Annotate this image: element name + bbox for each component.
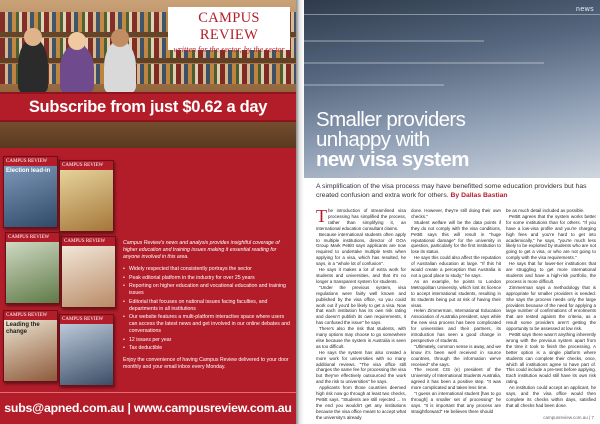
student-figure [104,40,136,94]
article-page [304,0,600,424]
magazine-cover: CAMPUS REVIEW Election lead-in [3,156,58,228]
page-gutter [296,0,304,424]
paragraph: "Ultimately, common sense is away, and we know it's been well received in source countries, through the information we've received" she says. [411,343,501,367]
benefit-item: • Editorial that focuses on national issues facing faculties, and departments in all institutions [123,299,291,313]
byline-name: Dallas Bastian [461,192,508,199]
benefit-list [123,266,291,352]
paragraph: he introduction of streamlined visa processing has simplified the process, rather than simplifying it, an international education consultant claims. [316,208,406,231]
paragraph: "I guess an international student [has to go through] a smaller set of processing" he says. "It is important that any process are straightforward" He believes there should [411,391,501,414]
subscribe-banner: Subscribe from just $0.62 a day [0,92,296,122]
masthead-logo [168,7,290,54]
benefit-item: • Widely respected that consistently portrays the sector [123,266,291,273]
paragraph: Zimmerman says a methodology that is appropriate for smaller providers is needed. She says the process needs only the large providers because of the need for applying a large number of confirmations of enrolments that are tested against the criteria, as a result some providers aren't getting the opportunity to be assessed at low risk. [506,284,596,332]
article-column [316,206,406,420]
section-rule [304,14,600,15]
student-figure [18,38,48,94]
magazine-cover: CAMPUS REVIEW [59,314,114,386]
masthead-tagline: written for the sector, by the sector [173,45,285,54]
benefit-item: • Tax deductible [123,345,291,352]
standfirst [316,182,594,200]
student-head [68,32,86,50]
paragraph: An institution could accept an applicant, he says, and the visa office would then complete its checks within days, satisfied that all checks had been done. [506,385,596,408]
advert-body [0,148,296,392]
advert-copy [123,240,291,376]
magazine-covers [3,156,118,388]
page-footer: campusreview.com.au | 7 [543,415,594,420]
subscription-advert [0,0,296,424]
paragraph: done. However, they're still doing their own checks." [411,208,501,219]
paragraph: He says the system has also created a more work for universities with so many additional reviews. "The visa office still charges the same fee for processing the visa but they've effectively outsourced the work and the risk to universities" he says. [316,349,406,385]
advert-outro: Enjoy the convenience of having Campus Review delivered to your door monthly and your email inbox every Monday. [123,357,289,370]
section-label: news [576,6,594,13]
paragraph: be as much detail included as possible. [506,208,585,213]
paragraph: There's also the risk that students, with many options may choose to go somewhere else because the system in Australia is seen as too difficult. [316,326,406,349]
headline-line: unhappy with [316,128,430,151]
paragraph: Student welfare will be the data points if they do not comply with the visa conditions, Pettitt says this will result in "huge reputational damage" for the university in question, particularly for the first institution to lose its status. [411,219,501,255]
student-head [111,29,129,47]
student-figure [60,44,94,94]
paragraph: Pettitt agrees that the system works better for some institutions than for others. "If you have a low-visa profile and you're charging high fees and you're hard to get into academically," he says, "you're much less likely to be exploited by students who are not going to get a visa, or who are not going to comply with the visa requirements." [506,213,596,261]
magazine-cover: CAMPUS REVIEW [59,160,114,232]
standfirst-text: A simplification of the visa process may have benefitted some education providers but has created confusion and extra work for others. [316,183,587,199]
paragraph: He says it makes a lot of extra work for students and universities, and that it's no longer a transparent system for students. [316,267,406,284]
article-headline [316,110,576,170]
paragraph: The recent CIS (e) president of the University of International Students Australia, agreed it has been a positive step. "It was more complicated and takes less time. [411,367,501,391]
subscribe-contact-link[interactable]: subs@apned.com.au | www.campusreview.com.au [0,392,296,424]
headline-line: Smaller providers [316,108,466,131]
cover-line: Election lead-in [6,168,51,174]
paragraph: He says that for lower-tier institutions that are struggling to get more international students and have a high-risk portfolio, the process is more difficult. [506,261,596,284]
paragraph: He says this could also affect the reputation of Australian education at large. "If this hit would create a perception that Australia is not a good place to study," he says. [411,255,501,278]
article-column [506,208,596,408]
headline-line: new visa system [316,148,469,171]
benefit-item: • Peak editorial platform in the industry for over 25 years [123,275,291,282]
paragraph: Helen Zimmerman, International Education Association of Australia president, says while the new visa process has been complicated for universities and their partners, its introduction has seen a good change in perspective of students. [411,308,501,343]
article-column [411,208,501,414]
paragraph: Applicants from those countries deemed high risk now go through at least two checks, Pettitt says. "Students are still rejected ... In the end you wouldn't get any institutions because the visa office meant to accept what the university's already [316,385,406,420]
paragraph: As an example, he points to London Metropolitan University, which lost its licence to accept international students, resulting in its students being put at risk of having their visas. [411,278,501,308]
benefit-item: • 12 issues per year [123,337,291,344]
paragraph: Because international students often apply to multiple institutions, director of GOA Group Mark Pettitt says applicants are now required to undertake multiple tests when applying for a visa, which has resulted, he says, in a "whole lot of confusion". [316,231,406,267]
hero-image [304,0,600,178]
advert-intro: Campus Review's news and analysis provides insightful coverage of higher education and training issues making it essential reading for anyone involved in this area. [123,240,280,260]
magazine-cover: CAMPUS REVIEW Leading the change [3,310,58,382]
student-head [24,28,42,46]
cover-line: Leading the change [6,322,40,335]
benefit-item: • Our website features a multi-platform interactive space where users can access the latest news and get involved in our online debates and conversations [123,314,291,335]
byline-prefix: By [450,192,460,199]
magazine-cover: CAMPUS REVIEW [61,236,116,308]
magazine-cover: CAMPUS REVIEW [5,232,60,304]
masthead-title: CAMPUS REVIEW [198,10,260,43]
drop-cap: T [316,206,327,226]
paragraph: Pettitt says there wasn't anything inherently wrong with the previous system apart from the time it took to finish the processing. A better option is a single platform where students can complete their checks, once, which all institutions agree to have part of. This could include a pre-test before applying. Each institution would still have its own risk rating. [506,332,596,385]
benefit-item: • Reporting on higher education and vocational education and training issues [123,283,291,297]
paragraph: "Under the previous system, visa regulations were fairly well known and published by the visa office, so you could work out if you'd be likely to get a visa. Now that each institution has its own risk rating and doesn't publish its own requirements, it has confused the issue" he says. [316,284,406,326]
